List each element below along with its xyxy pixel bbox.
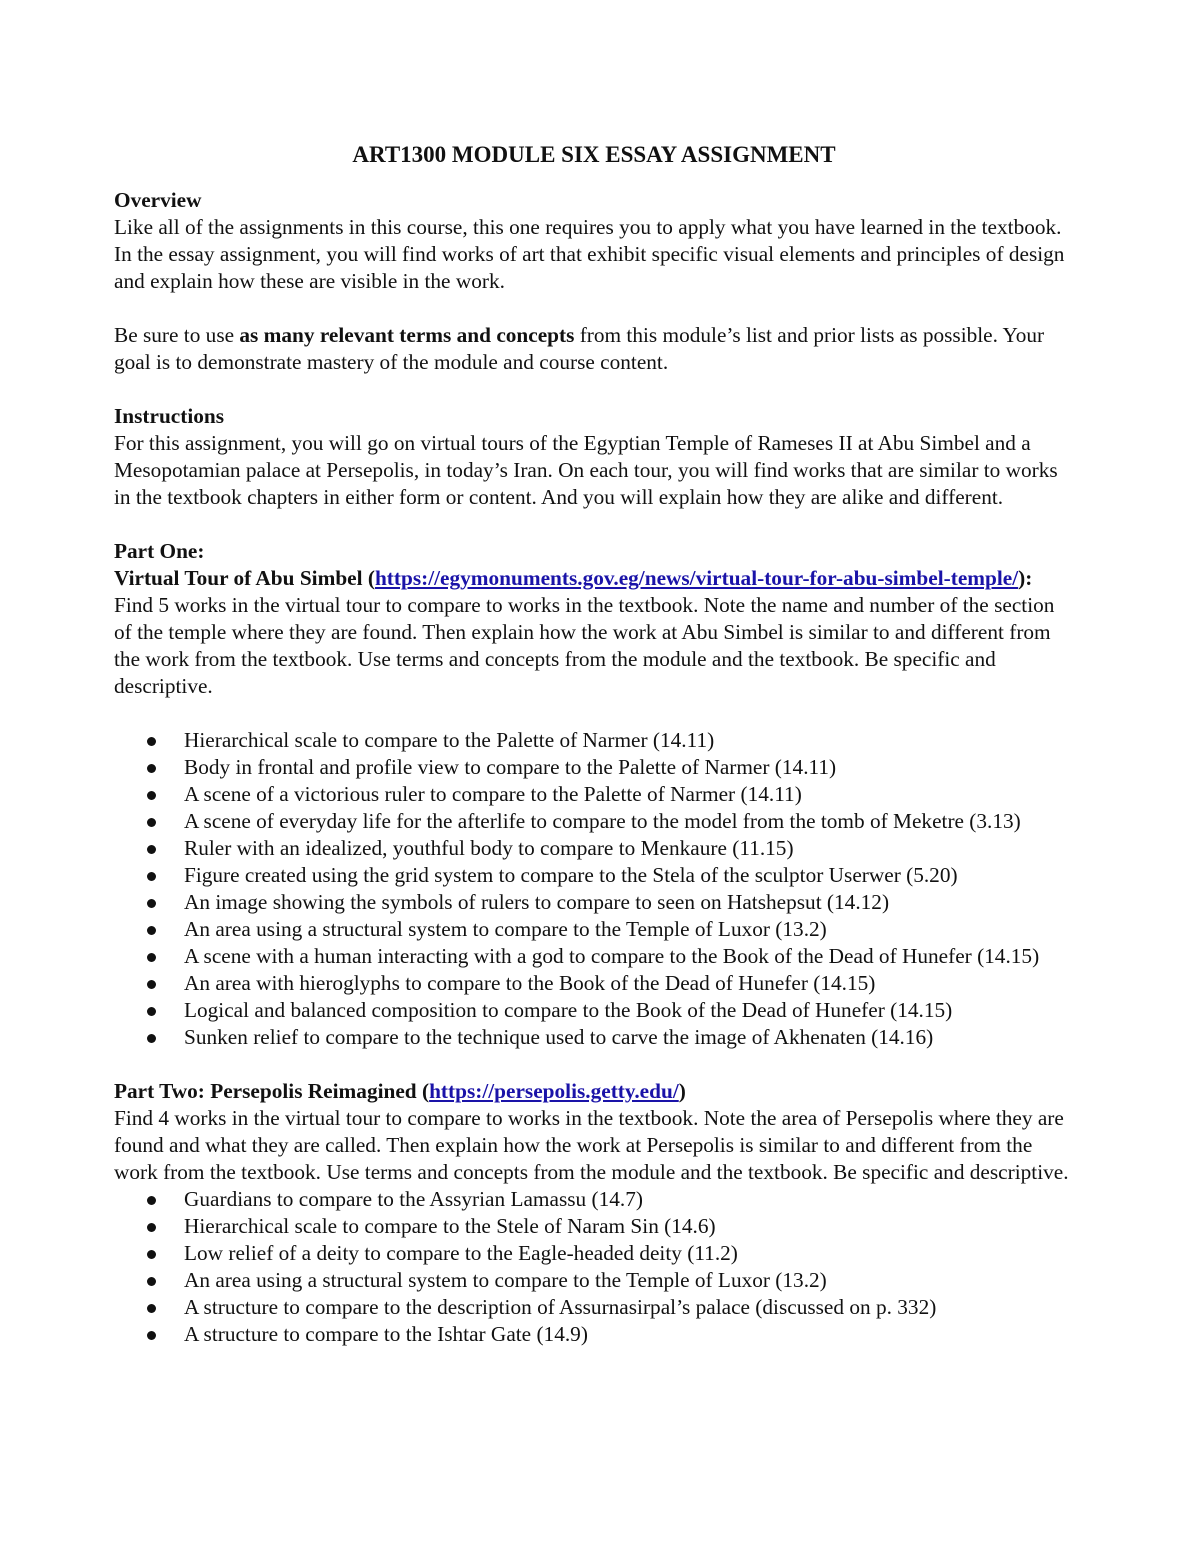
bullet-icon <box>147 1331 156 1340</box>
part-two-paragraph: Find 4 works in the virtual tour to compare to works in the textbook. Note the area of Persepolis where they are found and what they are called. Then explain how the work at Persepolis is similar to and different from the work from the textbook. Use terms and concepts from the module and the textbook. Be specific and descriptive. <box>114 1106 1069 1184</box>
document-page <box>114 140 1074 1348</box>
list-item <box>114 1321 1074 1348</box>
part-one-subheading-after: ): <box>1018 566 1033 590</box>
part-one-paragraph: Find 5 works in the virtual tour to compare to works in the textbook. Note the name and number of the section of the temple where they are found. Then explain how the work at Abu Simbel is similar to and different from the work from the textbook. Use terms and concepts from the module and the textbook. Be specific and descriptive. <box>114 593 1055 698</box>
bullet-icon <box>147 737 156 746</box>
bullet-icon <box>147 980 156 989</box>
bullet-icon <box>147 1277 156 1286</box>
list-item-text: Hierarchical scale to compare to the Palette of Narmer (14.11) <box>184 728 715 752</box>
list-item <box>114 997 1074 1024</box>
bullet-icon <box>147 1196 156 1205</box>
list-item-text: An area using a structural system to compare to the Temple of Luxor (13.2) <box>184 1268 827 1292</box>
list-item <box>114 889 1074 916</box>
part-two-heading-after: ) <box>678 1079 686 1103</box>
list-item <box>114 781 1074 808</box>
list-item <box>114 1024 1074 1051</box>
list-item-text: A scene of everyday life for the afterlife to compare to the model from the tomb of Meketre (3.13) <box>184 809 1021 833</box>
document-title: ART1300 MODULE SIX ESSAY ASSIGNMENT <box>352 142 836 167</box>
bullet-icon <box>147 953 156 962</box>
terms-text-before: Be sure to use <box>114 323 240 347</box>
list-item <box>114 1186 1074 1213</box>
terms-emphasis: as many relevant terms and concepts <box>239 323 575 347</box>
list-item-text: Logical and balanced composition to compare to the Book of the Dead of Hunefer (14.15) <box>184 998 953 1022</box>
part-two-list <box>114 1186 1074 1348</box>
list-item <box>114 1213 1074 1240</box>
list-item-text: A structure to compare to the description of Assurnasirpal’s palace (discussed on p. 332) <box>184 1295 937 1319</box>
bullet-icon <box>147 791 156 800</box>
list-item <box>114 916 1074 943</box>
abu-simbel-tour-link[interactable]: https://egymonuments.gov.eg/news/virtual-tour-for-abu-simbel-temple/ <box>374 566 1019 590</box>
bullet-icon <box>147 1250 156 1259</box>
list-item <box>114 1267 1074 1294</box>
list-item-text: Guardians to compare to the Assyrian Lamassu (14.7) <box>184 1187 643 1211</box>
list-item-text: Body in frontal and profile view to compare to the Palette of Narmer (14.11) <box>184 755 837 779</box>
part-one-heading: Part One: <box>114 539 205 563</box>
terms-text-after: from this module’s list and prior lists as possible. Your goal is to demonstrate mastery of the module and course content. <box>114 323 1045 374</box>
list-item-text: Figure created using the grid system to compare to the Stela of the sculptor Userwer (5.20) <box>184 863 958 887</box>
persepolis-link[interactable]: https://persepolis.getty.edu/ <box>429 1079 679 1103</box>
part-one-list <box>114 727 1074 1051</box>
bullet-icon <box>147 899 156 908</box>
instructions-heading: Instructions <box>114 404 225 428</box>
bullet-icon <box>147 872 156 881</box>
list-item <box>114 727 1074 754</box>
part-two-heading <box>114 1078 1074 1105</box>
bullet-icon <box>147 1007 156 1016</box>
instructions-paragraph: For this assignment, you will go on virtual tours of the Egyptian Temple of Rameses II at Abu Simbel and a Mesopotamian palace at Persepolis, in today’s Iran. On each tour, you will find works that are similar to works in the textbook chapters in either form or content. And you will explain how they are alike and different. <box>114 431 1058 509</box>
list-item <box>114 754 1074 781</box>
bullet-icon <box>147 1223 156 1232</box>
overview-paragraph: Like all of the assignments in this course, this one requires you to apply what you have learned in the textbook. In the essay assignment, you will find works of art that exhibit specific visual elements and principles of design and explain how these are visible in the work. <box>114 215 1065 293</box>
bullet-icon <box>147 845 156 854</box>
bullet-icon <box>147 1304 156 1313</box>
part-one-subheading <box>114 565 1074 592</box>
bullet-icon <box>147 926 156 935</box>
list-item <box>114 1240 1074 1267</box>
overview-heading: Overview <box>114 188 202 212</box>
list-item <box>114 835 1074 862</box>
list-item-text: Hierarchical scale to compare to the Stele of Naram Sin (14.6) <box>184 1214 716 1238</box>
list-item-text: Ruler with an idealized, youthful body to compare to Menkaure (11.15) <box>184 836 794 860</box>
part-one-subheading-before: Virtual Tour of Abu Simbel ( <box>114 566 375 590</box>
list-item <box>114 970 1074 997</box>
list-item-text: Low relief of a deity to compare to the Eagle-headed deity (11.2) <box>184 1241 738 1265</box>
list-item <box>114 943 1074 970</box>
list-item <box>114 808 1074 835</box>
list-item-text: An image showing the symbols of rulers to compare to seen on Hatshepsut (14.12) <box>184 890 890 914</box>
list-item <box>114 862 1074 889</box>
list-item <box>114 1294 1074 1321</box>
list-item-text: Sunken relief to compare to the technique used to carve the image of Akhenaten (14.16) <box>184 1025 934 1049</box>
list-item-text: A structure to compare to the Ishtar Gate (14.9) <box>184 1322 588 1346</box>
bullet-icon <box>147 1034 156 1043</box>
bullet-icon <box>147 764 156 773</box>
bullet-icon <box>147 818 156 827</box>
overview-terms-paragraph <box>114 322 1074 376</box>
list-item-text: A scene with a human interacting with a god to compare to the Book of the Dead of Hunefer (14.15) <box>184 944 1040 968</box>
list-item-text: A scene of a victorious ruler to compare to the Palette of Narmer (14.11) <box>184 782 802 806</box>
list-item-text: An area using a structural system to compare to the Temple of Luxor (13.2) <box>184 917 827 941</box>
part-two-heading-before: Part Two: Persepolis Reimagined ( <box>114 1079 430 1103</box>
list-item-text: An area with hieroglyphs to compare to the Book of the Dead of Hunefer (14.15) <box>184 971 876 995</box>
